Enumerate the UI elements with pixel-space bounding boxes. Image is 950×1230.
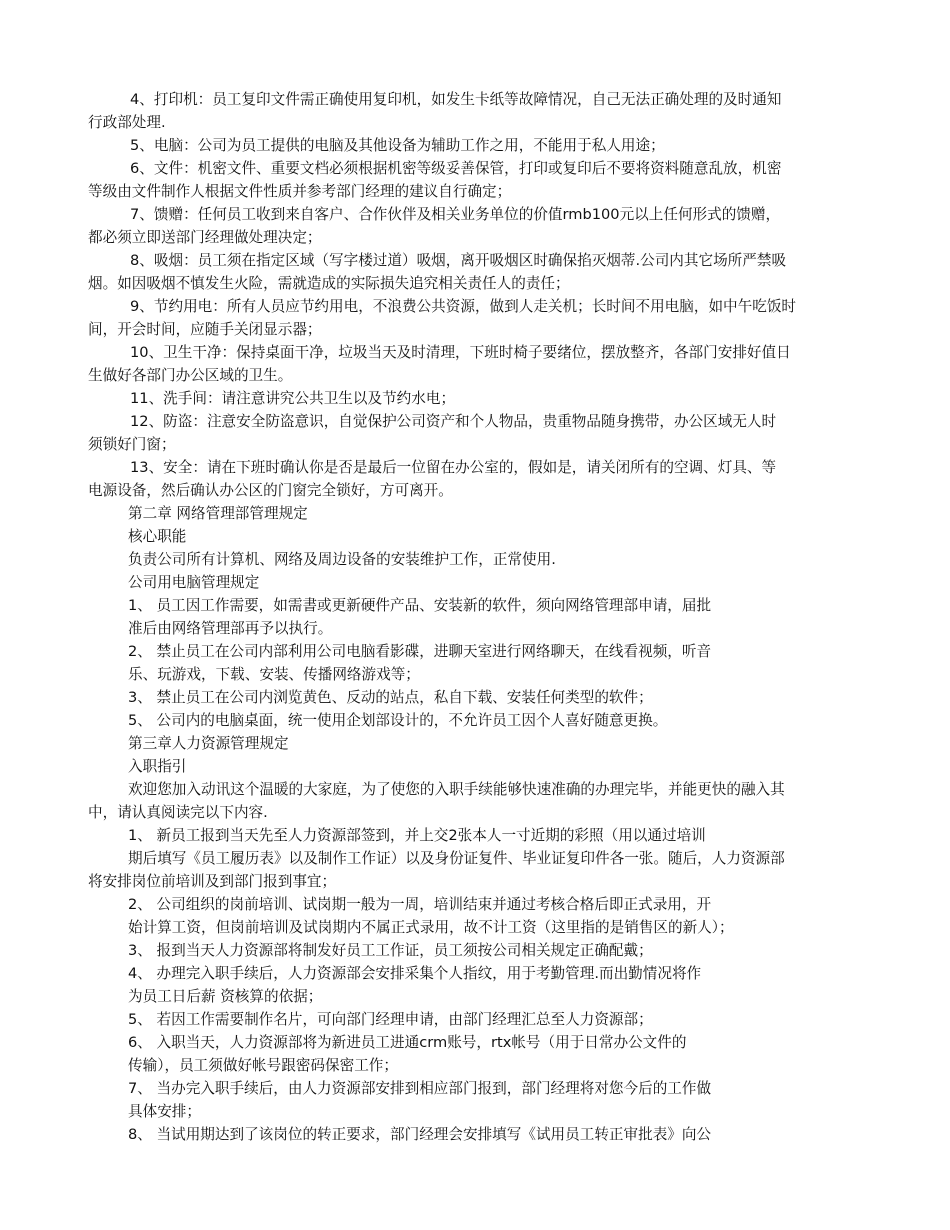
text-line: 具体安排； — [128, 1103, 201, 1120]
chapter-heading: 第三章人力资源管理规定 — [128, 735, 289, 752]
list-item: 6、 入职当天，人力资源部将为新进员工进通crm账号，rtx帐号（用于日常办公文件的 — [128, 1034, 687, 1051]
list-item: 2、 公司组织的岗前培训、试岗期一般为一周，培训结束并通过考核合格后即正式录用，开 — [128, 896, 712, 913]
text-line: 11、洗手间：请注意讲究公共卫生以及节约水电； — [130, 390, 456, 407]
text-line: 须锁好门窗； — [88, 436, 176, 453]
chapter-heading: 第二章 网络管理部管理规定 — [128, 505, 308, 522]
section-heading: 公司用电脑管理规定 — [128, 574, 260, 591]
text-line: 7、馈赠：任何员工收到来自客户、合作伙伴及相关业务单位的价值rmb100元以上任何形式的馈赠， — [130, 206, 781, 223]
text-line: 9、节约用电：所有人员应节约用电，不浪费公共资源，做到人走关机；长时间不用电脑，如中午吃饭时 — [130, 298, 797, 315]
list-item: 7、 当办完入职手续后，由人力资源部安排到相应部门报到，部门经理将对您今后的工作做 — [128, 1080, 712, 1097]
text-line: 生做好各部门办公区域的卫生。 — [88, 367, 293, 384]
list-item: 4、 办理完入职手续后，人力资源部会安排采集个人指纹，用于考勤管理.而出勤情况将作 — [128, 965, 702, 982]
text-line: 期后填写《员工履历表》以及制作工作证）以及身份证复件、毕业证复印件各一张。随后，人力资源部 — [128, 850, 785, 867]
list-item: 8、 当试用期达到了该岗位的转正要求，部门经理会安排填写《试用员工转正审批表》向公 — [128, 1126, 712, 1143]
text-line: 10、卫生干净：保持桌面干净，垃圾当天及时清理，下班时椅子要绪位，摆放整齐，各部门安排好值日 — [130, 344, 791, 361]
text-line: 6、文件：机密文件、重要文档必须根据机密等级妥善保管，打印或复印后不要将资料随意乱放，机密 — [130, 160, 782, 177]
section-heading: 入职指引 — [128, 758, 187, 775]
text-line: 12、防盗：注意安全防盗意识，自觉保护公司资产和个人物品，贵重物品随身携带，办公区域无人时 — [130, 413, 777, 430]
text-line: 8、吸烟：员工须在指定区域（写字楼过道）吸烟，离开吸烟区时确保掐灭烟蒂.公司内其它场所严禁吸 — [130, 252, 787, 269]
text-line: 始计算工资，但岗前培训及试岗期内不属正式录用，故不计工资（这里指的是销售区的新人）； — [128, 919, 734, 936]
text-line: 电源设备，然后确认办公区的门窗完全锁好，方可离开。 — [88, 482, 453, 499]
list-item: 5、 公司内的电脑桌面，统一使用企划部设计的，不允许员工因个人喜好随意更换。 — [128, 712, 668, 729]
text-line: 欢迎您加入动讯这个温暖的大家庭，为了使您的入职手续能够快速准确的办理完毕，并能更快的融入其 — [128, 781, 785, 798]
list-item: 5、 若因工作需要制作名片，可向部门经理申请，由部门经理汇总至人力资源部； — [128, 1011, 653, 1028]
text-line: 准后由网络管理部再予以执行。 — [128, 620, 333, 637]
list-item: 1、 新员工报到当天先至人力资源部签到，并上交2张本人一寸近期的彩照（用以通过培训 — [128, 827, 706, 844]
section-heading: 核心职能 — [128, 528, 187, 545]
list-item: 3、 禁止员工在公司内浏览黄色、反动的站点，私自下载、安装任何类型的软件； — [128, 689, 653, 706]
text-line: 负责公司所有计算机、网络及周边设备的安装维护工作，正常使用. — [128, 551, 556, 568]
text-line: 乐、玩游戏，下载、安装、传播网络游戏等； — [128, 666, 420, 683]
text-line: 等级由文件制作人根据文件性质并参考部门经理的建议自行确定； — [88, 183, 512, 200]
text-line: 中，请认真阅读完以下内容. — [88, 804, 268, 821]
text-line: 烟。如因吸烟不慎发生火险，需就造成的实际损失追究相关责任人的责任； — [88, 275, 570, 292]
text-line: 传输），员工须做好帐号跟密码保密工作； — [128, 1057, 398, 1074]
text-line: 13、安全：请在下班时确认你是否是最后一位留在办公室的，假如是，请关闭所有的空调、灯具、等 — [130, 459, 777, 476]
list-item: 3、 报到当天人力资源部将制发好员工工作证，员工须按公司相关规定正确配戴； — [128, 942, 653, 959]
text-line: 将安排岗位前培训及到部门报到事宜； — [88, 873, 337, 890]
text-line: 都必须立即送部门经理做处理决定； — [88, 229, 322, 246]
text-line: 为员工日后薪 资核算的依据； — [128, 988, 323, 1005]
text-line: 5、电脑：公司为员工提供的电脑及其他设备为辅助工作之用，不能用于私人用途； — [130, 137, 665, 154]
list-item: 2、 禁止员工在公司内部利用公司电脑看影碟，进聊天室进行网络聊天，在线看视频，听音 — [128, 643, 712, 660]
text-line: 间，开会时间，应随手关闭显示器； — [88, 321, 322, 338]
list-item: 1、 员工因工作需要，如需書或更新硬件产品、安装新的软件，须向网络管理部申请，届批 — [128, 597, 712, 614]
text-line: 4、打印机：员工复印文件需正确使用复印机，如发生卡纸等故障情况，自己无法正确处理的及时通知 — [130, 91, 782, 108]
text-line: 行政部处理. — [88, 114, 166, 131]
